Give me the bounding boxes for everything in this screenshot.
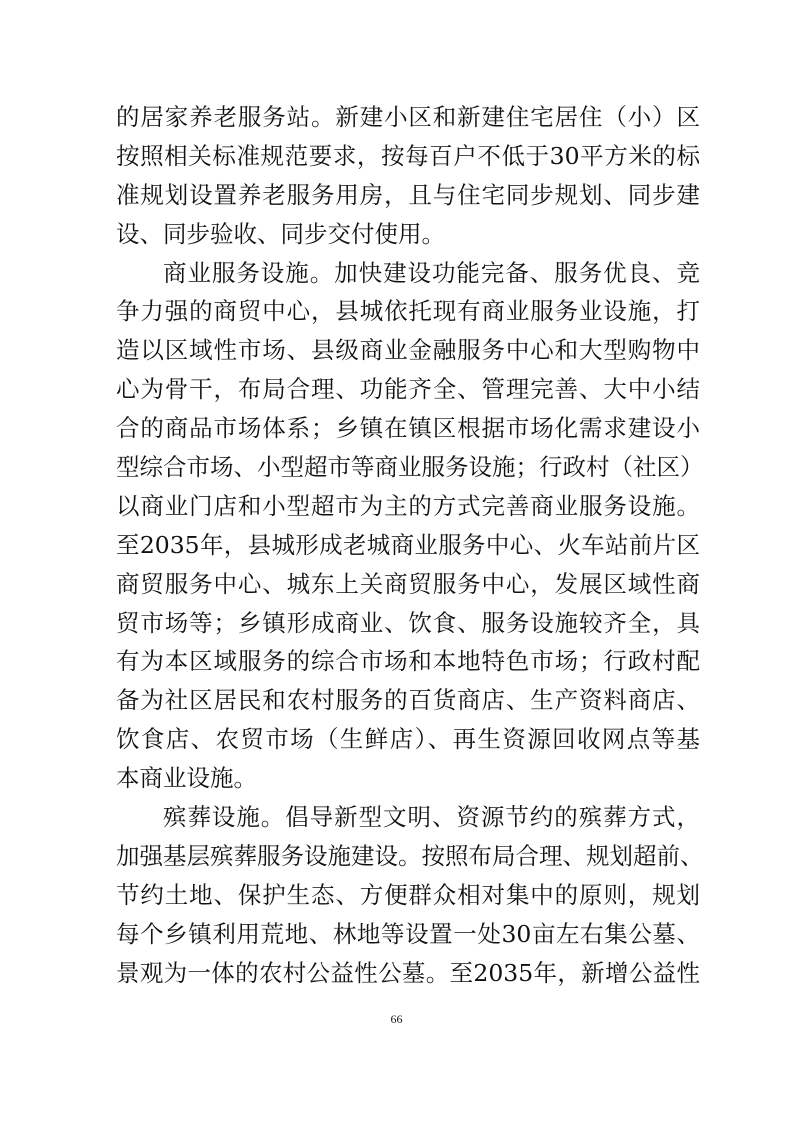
text-line: 饮食店、农贸市场（生鲜店）、再生资源回收网点等基 [116, 725, 700, 754]
text-line: 准规划设置养老服务用房，且与住宅同步规划、同步建 [116, 180, 700, 209]
text-line: 加强基层殡葬服务设施建设。按照布局合理、规划超前、 [116, 841, 704, 870]
text-line: 型综合市场、小型超市等商业服务设施；行政村（社区） [116, 453, 704, 482]
text-line: 节约土地、保护生态、方便群众相对集中的原则，规划 [116, 880, 700, 909]
text-line: 造以区域性市场、县级商业金融服务中心和大型购物中 [116, 336, 700, 365]
text-line: 每个乡镇利用荒地、林地等设置一处30亩左右集公墓、 [116, 919, 700, 948]
text-line: 心为骨干，布局合理、功能齐全、管理完善、大中小结 [116, 375, 700, 404]
text-line: 贸市场等；乡镇形成商业、饮食、服务设施较齐全，具 [116, 608, 700, 637]
text-line: 景观为一体的农村公益性公墓。至2035年，新增公益性 [116, 958, 700, 987]
text-line: 商贸服务中心、城东上关商贸服务中心，发展区域性商 [116, 569, 700, 598]
text-line: 备为社区居民和农村服务的百货商店、生产资料商店、 [116, 686, 700, 715]
text-line: 本商业设施。 [116, 764, 257, 793]
text-line: 有为本区域服务的综合市场和本地特色市场；行政村配 [116, 647, 700, 676]
body-text [116, 98, 704, 992]
text-line: 争力强的商贸中心，县城依托现有商业服务业设施，打 [116, 297, 700, 326]
text-line: 合的商品市场体系；乡镇在镇区根据市场化需求建设小 [116, 414, 700, 443]
text-line: 设、同步验收、同步交付使用。 [116, 219, 445, 248]
paragraph-first-line: 商业服务设施。加快建设功能完备、服务优良、竞 [163, 258, 700, 287]
text-line: 按照相关标准规范要求，按每百户不低于30平方米的标 [116, 141, 700, 170]
page-number: 66 [390, 1012, 403, 1026]
text-line: 以商业门店和小型超市为主的方式完善商业服务设施。 [116, 491, 700, 520]
text-line: 至2035年，县城形成老城商业服务中心、火车站前片区 [116, 530, 700, 559]
paragraph-first-line: 殡葬设施。倡导新型文明、资源节约的殡葬方式， [163, 803, 700, 832]
text-line: 的居家养老服务站。新建小区和新建住宅居住（小）区 [116, 103, 700, 131]
